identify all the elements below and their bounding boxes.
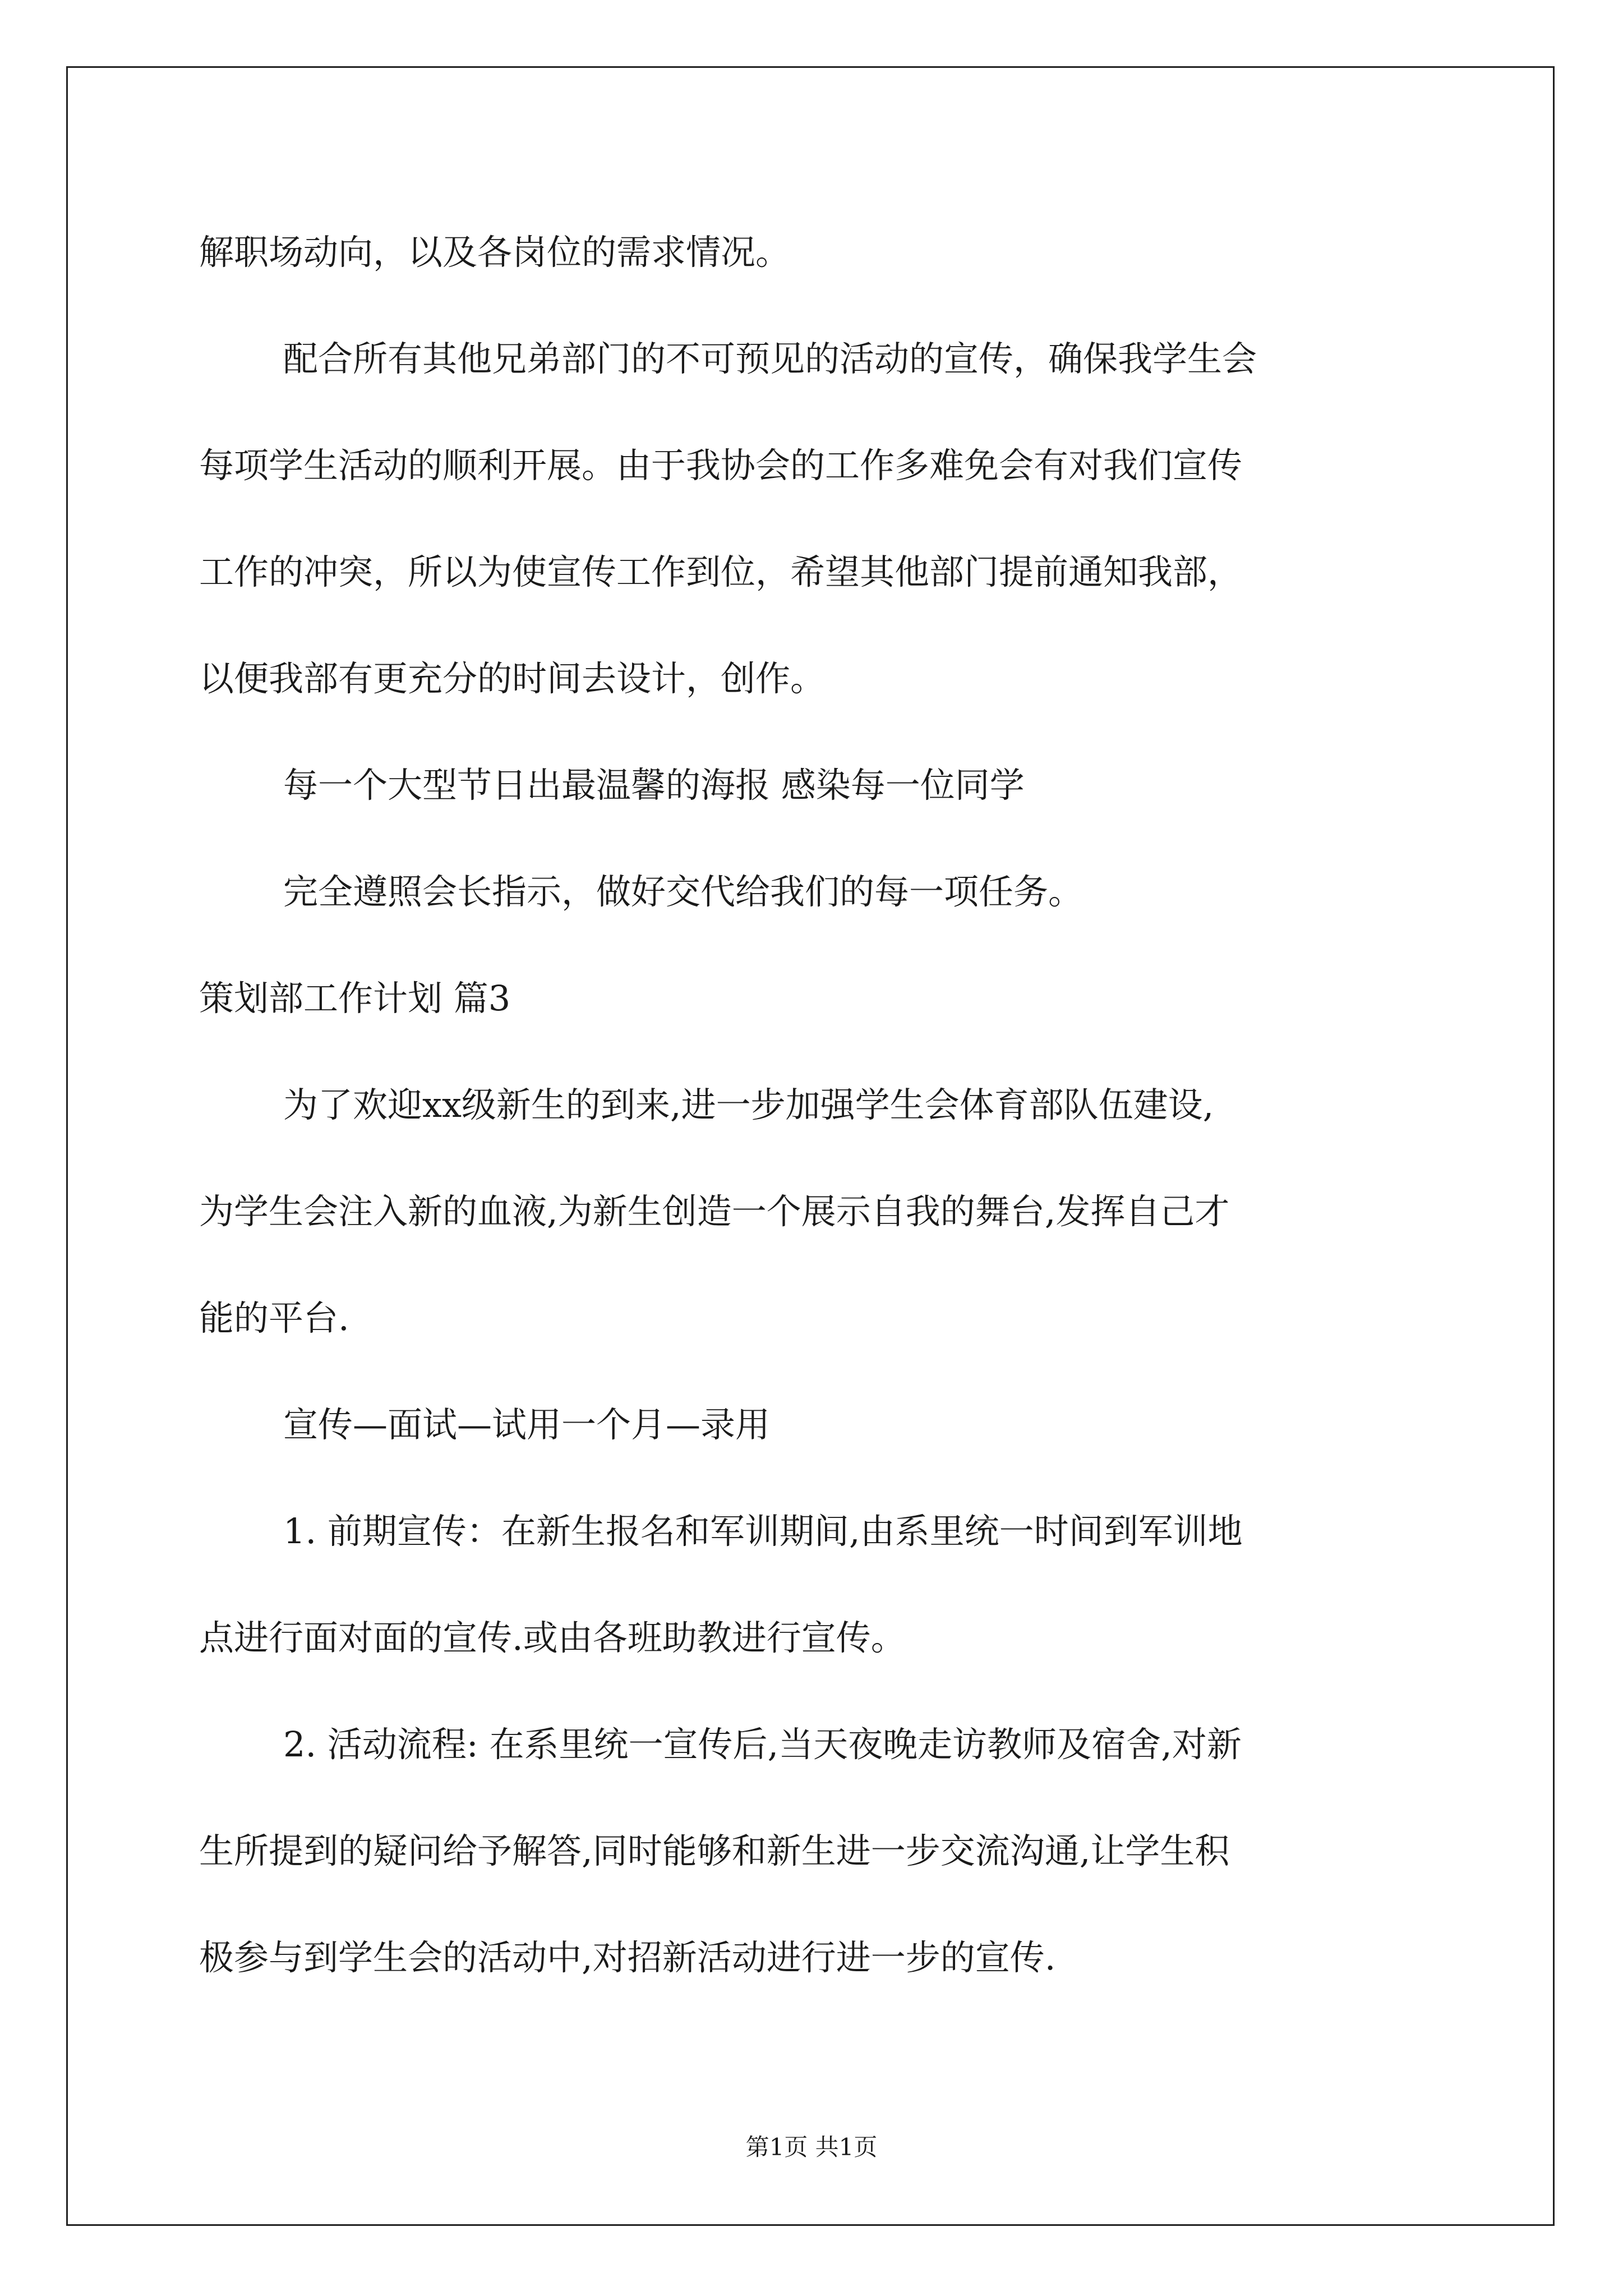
list-item: 1. 前期宣传：在新生报名和军训期间,由系里统一时间到军训地 (283, 1511, 1243, 1552)
text-line: 以便我部有更充分的时间去设计，创作。 (199, 658, 826, 699)
text-line: 工作的冲突，所以为使宣传工作到位，希望其他部门提前通知我部， (199, 551, 1243, 592)
text-line: 能的平台. (199, 1297, 349, 1338)
paragraph-start: 为了欢迎xx级新生的到来,进一步加强学生会体育部队伍建设, (283, 1084, 1214, 1125)
page-border (66, 66, 1555, 2226)
text-line: 解职场动向，以及各岗位的需求情况。 (199, 232, 791, 273)
text-line: 极参与到学生会的活动中,对招新活动进行进一步的宣传. (199, 1937, 1056, 1978)
section-heading: 策划部工作计划 篇3 (199, 978, 511, 1019)
list-item: 2. 活动流程: 在系里统一宣传后,当天夜晚走访教师及宿舍,对新 (283, 1724, 1242, 1765)
text-line: 点进行面对面的宣传.或由各班助教进行宣传。 (199, 1617, 906, 1658)
paragraph-start: 完全遵照会长指示，做好交代给我们的每一项任务。 (283, 871, 1083, 912)
text-line: 每项学生活动的顺利开展。由于我协会的工作多难免会有对我们宣传 (199, 445, 1243, 486)
paragraph-start: 每一个大型节日出最温馨的海报 感染每一位同学 (283, 765, 1025, 806)
text-line: 生所提到的疑问给予解答,同时能够和新生进一步交流沟通,让学生积 (199, 1830, 1230, 1871)
paragraph-start: 配合所有其他兄弟部门的不可预见的活动的宣传，确保我学生会 (283, 338, 1257, 379)
page-footer: 第1页 共1页 (745, 2133, 878, 2161)
paragraph-start: 宣传—面试—试用一个月—录用 (283, 1404, 771, 1445)
text-line: 为学生会注入新的血液,为新生创造一个展示自我的舞台,发挥自己才 (199, 1191, 1230, 1232)
